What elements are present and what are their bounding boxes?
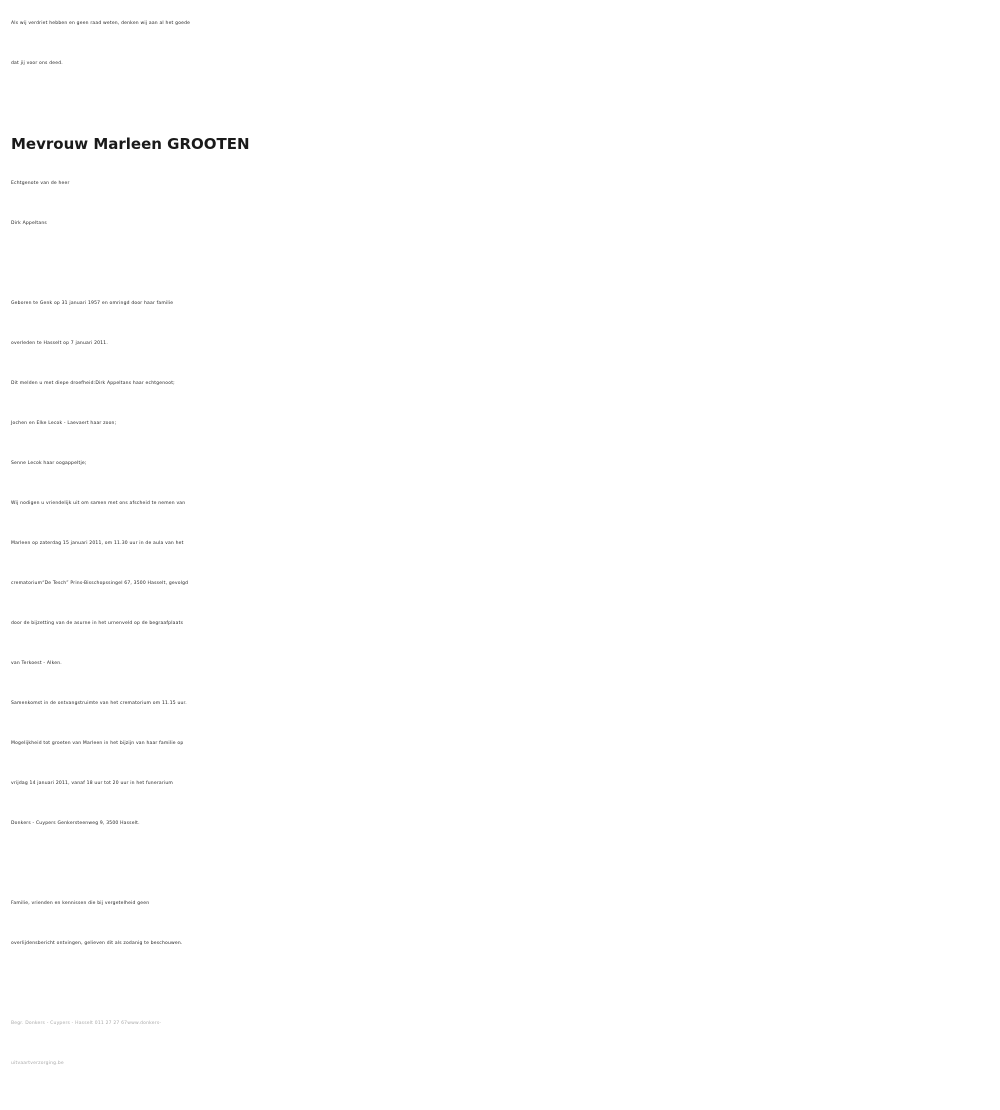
- body-line: Jochen en Elke Lecok - Laevaert haar zoon;: [11, 421, 117, 426]
- body-line: overleden te Hasselt op 7 januari 2011.: [11, 341, 108, 346]
- spouse-line: Dirk Appeltans: [11, 221, 47, 226]
- body-line: crematorium“De Tesch” Prins-Bisschopssingel 67, 3500 Hasselt, gevolgd: [11, 581, 189, 586]
- body-line: door de bijzetting van de asurne in het urnenveld op de begraafplaats: [11, 621, 184, 626]
- spacer: [11, 244, 991, 284]
- spacer: [11, 844, 991, 884]
- spacer: [11, 84, 991, 124]
- spouse-info: [11, 164, 991, 244]
- closing-line: Familie, vrienden en kennissen die bij vergetelheid geen: [11, 901, 150, 906]
- quote-line: Als wij verdriet hebben en geen raad weten, denken wij aan al het goede: [11, 21, 191, 26]
- deceased-name: Mevrouw Marleen GROOTEN: [11, 135, 250, 153]
- body-line: Senne Lecok haar oogappeltje;: [11, 461, 87, 466]
- body-line: Samenkomst in de ontvangstruimte van het crematorium om 11.15 uur.: [11, 701, 187, 706]
- body-line: Donkers - Cuypers Genkersteenweg 9, 3500 Hasselt.: [11, 821, 140, 826]
- closing-note: [11, 884, 991, 964]
- funeral-home-footer: [11, 1004, 991, 1084]
- footer-line: uitvaartverzorging.be: [11, 1061, 64, 1066]
- spouse-line: Echtgenote van de heer: [11, 181, 70, 186]
- footer-line: Begr. Donkers - Cuypers - Hasselt 011 27 27 67www.donkers-: [11, 1021, 162, 1026]
- body-line: Mogelijkheid tot groeten van Marleen in het bijzijn van haar familie op: [11, 741, 184, 746]
- opening-quote: [11, 4, 991, 84]
- body-line: van Terkoest - Alken.: [11, 661, 62, 666]
- body-line: Marleen op zaterdag 15 januari 2011, om 11.30 uur in de aula van het: [11, 541, 184, 546]
- body-line: Dit melden u met diepe droefheid:Dirk Appeltans haar echtgenoot;: [11, 381, 175, 386]
- body-line: Wij nodigen u vriendelijk uit om samen met ons afscheid te nemen van: [11, 501, 186, 506]
- spacer: [11, 964, 991, 1004]
- body-line: vrijdag 14 januari 2011, vanaf 18 uur tot 20 uur in het funerarium: [11, 781, 173, 786]
- body-line: Geboren te Genk op 31 januari 1957 en omringd door haar familie: [11, 301, 174, 306]
- closing-line: overlijdensbericht ontvingen, gelieven dit als zodanig te beschouwen.: [11, 941, 183, 946]
- quote-line: dat jij voor ons deed.: [11, 61, 63, 66]
- obituary-notice: [11, 4, 991, 1084]
- notice-body: [11, 284, 991, 844]
